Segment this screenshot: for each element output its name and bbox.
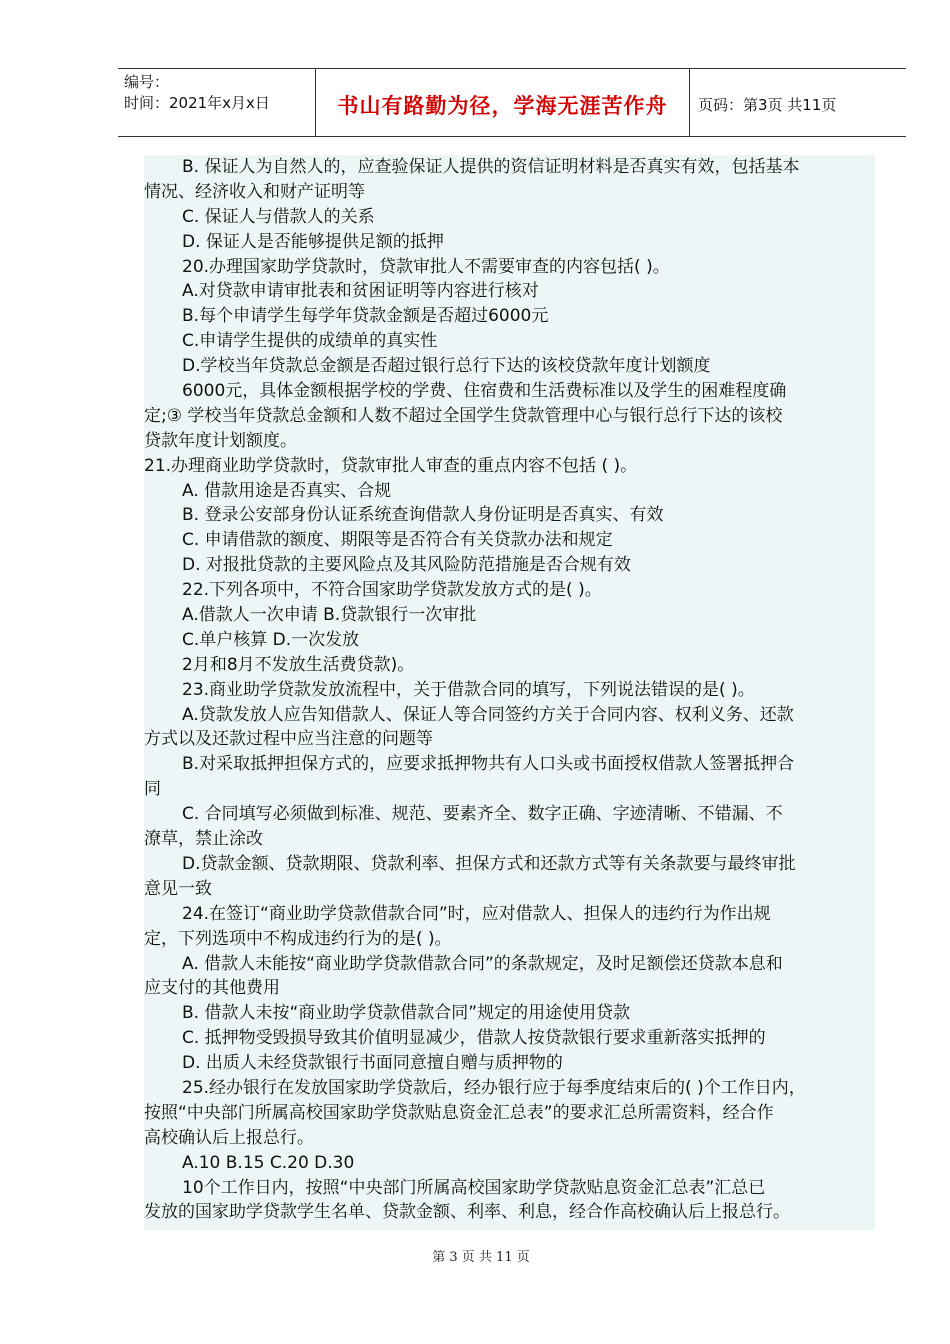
text-line: B.对采取抵押担保方式的，应要求抵押物共有人口头或书面授权借款人签署抵押合 bbox=[182, 754, 795, 775]
text-line: 10个工作日内，按照“中央部门所属高校国家助学贷款贴息资金汇总表”汇总已 bbox=[182, 1177, 766, 1198]
text-line: C.申请学生提供的成绩单的真实性 bbox=[182, 331, 438, 352]
text-line: 20.办理国家助学贷款时，贷款审批人不需要审查的内容包括( )。 bbox=[182, 256, 670, 277]
text-line: D. 保证人是否能够提供足额的抵押 bbox=[182, 231, 444, 252]
document-time-label: 时间：2021年x月x日 bbox=[124, 94, 270, 112]
text-line: 同 bbox=[144, 779, 161, 800]
text-line: 贷款年度计划额度。 bbox=[144, 430, 297, 451]
text-line: 24.在签订“商业助学贷款借款合同”时，应对借款人、担保人的违约行为作出规 bbox=[182, 903, 771, 924]
text-line: D. 对报批贷款的主要风险点及其风险防范措施是否合规有效 bbox=[182, 555, 631, 576]
text-line: D.学校当年贷款总金额是否超过银行总行下达的该校贷款年度计划额度 bbox=[182, 356, 711, 377]
header-page-number: 页码：第3页 共11页 bbox=[698, 96, 837, 114]
text-line: 6000元，具体金额根据学校的学费、住宿费和生活费标准以及学生的困难程度确 bbox=[182, 381, 787, 402]
text-line: 意见一致 bbox=[144, 878, 212, 899]
text-line: 2月和8月不发放生活费贷款)。 bbox=[182, 654, 415, 675]
text-line: C. 保证人与借款人的关系 bbox=[182, 206, 375, 227]
text-line: 定;③ 学校当年贷款总金额和人数不超过全国学生贷款管理中心与银行总行下达的该校 bbox=[144, 405, 783, 426]
text-line: A.贷款发放人应告知借款人、保证人等合同签约方关于合同内容、权利义务、还款 bbox=[182, 704, 794, 725]
page-footer: 第 3 页 共 11 页 bbox=[432, 1250, 530, 1265]
text-line: B. 借款人未按“商业助学贷款借款合同”规定的用途使用贷款 bbox=[182, 1003, 631, 1024]
header-meta bbox=[118, 69, 316, 136]
text-line: 21.办理商业助学贷款时，贷款审批人审查的重点内容不包括 ( )。 bbox=[144, 455, 638, 476]
page-header bbox=[118, 68, 906, 137]
document-number-label: 编号： bbox=[124, 73, 170, 91]
text-line: C. 申请借款的额度、期限等是否符合有关贷款办法和规定 bbox=[182, 530, 613, 551]
text-line: B.每个申请学生每学年贷款金额是否超过6000元 bbox=[182, 306, 549, 327]
document-body bbox=[144, 155, 875, 1230]
text-line: B. 登录公安部身份认证系统查询借款人身份证明是否真实、有效 bbox=[182, 505, 664, 526]
text-line: 定，下列选项中不构成违约行为的是( )。 bbox=[144, 928, 452, 949]
text-line: D. 出质人未经贷款银行书面同意擅自赠与质押物的 bbox=[182, 1053, 563, 1074]
text-line: C. 合同填写必须做到标准、规范、要素齐全、数字正确、字迹清晰、不错漏、不 bbox=[182, 804, 783, 825]
text-line: 方式以及还款过程中应当注意的问题等 bbox=[144, 729, 433, 750]
text-line: 情况、经济收入和财产证明等 bbox=[144, 181, 365, 202]
text-line: 23.商业助学贷款发放流程中，关于借款合同的填写，下列说法错误的是( )。 bbox=[182, 679, 755, 700]
text-line: A.借款人一次申请 B.贷款银行一次审批 bbox=[182, 605, 477, 626]
text-line: D.贷款金额、贷款期限、贷款利率、担保方式和还款方式等有关条款要与最终审批 bbox=[182, 853, 796, 874]
text-line: 25.经办银行在发放国家助学贷款后，经办银行应于每季度结束后的( )个工作日内， bbox=[182, 1077, 806, 1098]
text-line: 发放的国家助学贷款学生名单、贷款金额、利率、利息，经合作高校确认后上报总行。 bbox=[144, 1202, 790, 1223]
text-line: A. 借款人未能按“商业助学贷款借款合同”的条款规定，及时足额偿还贷款本息和 bbox=[182, 953, 783, 974]
text-line: 22.下列各项中，不符合国家助学贷款发放方式的是( )。 bbox=[182, 580, 602, 601]
text-line: 潦草，禁止涂改 bbox=[144, 829, 263, 850]
text-line: C. 抵押物受毁损导致其价值明显减少，借款人按贷款银行要求重新落实抵押的 bbox=[182, 1028, 766, 1049]
text-line: A. 借款用途是否真实、合规 bbox=[182, 480, 392, 501]
text-line: B. 保证人为自然人的，应查验保证人提供的资信证明材料是否真实有效，包括基本 bbox=[182, 157, 800, 177]
text-line: 按照“中央部门所属高校国家助学贷款贴息资金汇总表”的要求汇总所需资料，经合作 bbox=[144, 1102, 774, 1123]
header-motto: 书山有路勤为径，学海无涯苦作舟 bbox=[316, 69, 690, 136]
text-line: 应支付的其他费用 bbox=[144, 978, 280, 999]
text-line: A.对贷款申请审批表和贫困证明等内容进行核对 bbox=[182, 281, 539, 302]
text-line: C.单户核算 D.一次发放 bbox=[182, 629, 360, 650]
text-line: 高校确认后上报总行。 bbox=[144, 1127, 314, 1148]
text-line: A.10 B.15 C.20 D.30 bbox=[182, 1152, 355, 1173]
